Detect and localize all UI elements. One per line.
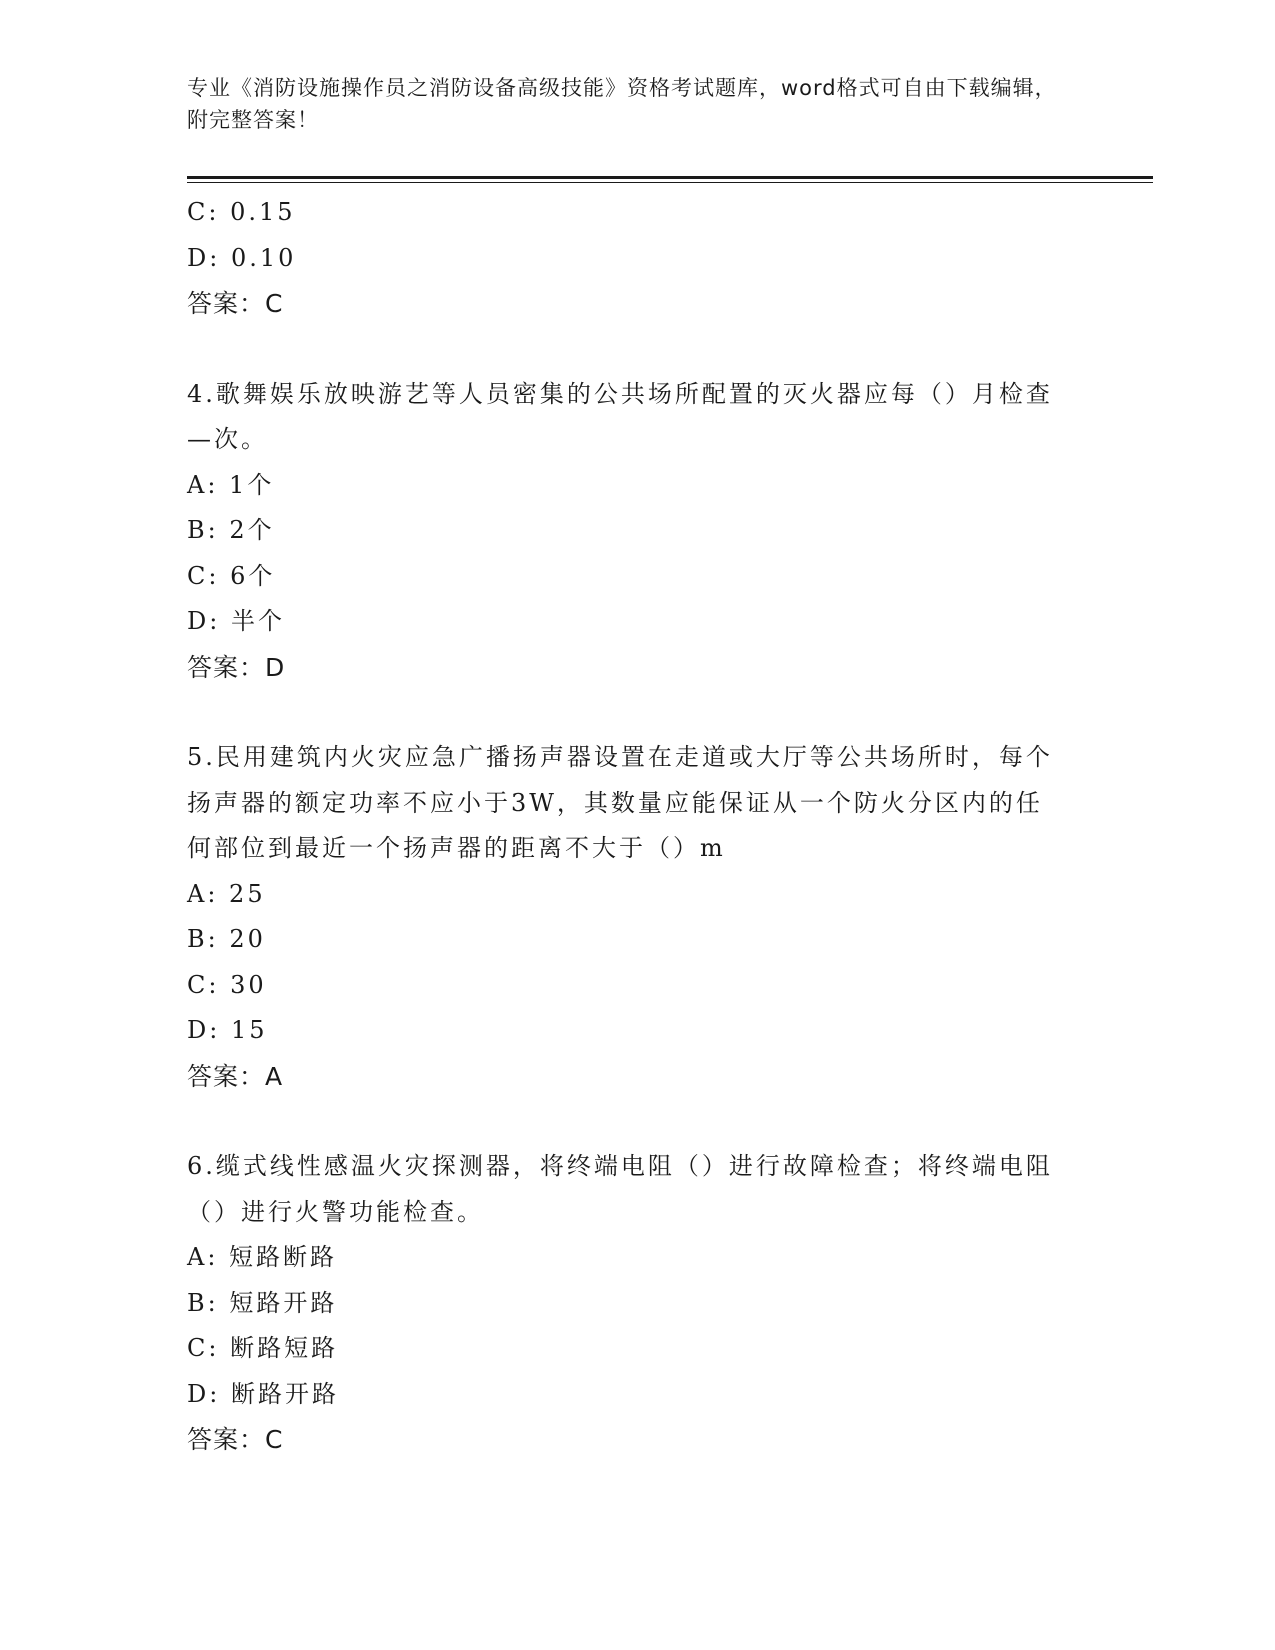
answer-line: 答案：C [187,289,284,318]
answer-line: 答案：A [187,1061,284,1091]
option-d: D: 断路开路 [187,1379,339,1408]
header-divider-thin [187,182,1153,183]
option-c: C: 断路短路 [187,1334,339,1362]
option-b: B: 短路开路 [187,1288,338,1317]
option-d: D: 半个 [187,607,285,635]
question-stem: 5.民用建筑内火灾应急广播扬声器设置在走道或大厅等公共场所时，每个扬声器的额定功率不应小于3W，其数量应能保证从一个防火分区内的任何部位到最近一个扬声器的距离不大于（）m [187,743,1053,862]
answer-line: 答案：C [187,1425,284,1454]
carryover-question [187,190,1067,327]
option-a: A: 1个 [187,470,275,499]
option-d: D: 15 [187,1016,268,1044]
option-c: C: 30 [187,970,267,999]
option-c: C: 6个 [187,561,276,590]
option-d: D: 0.10 [187,243,297,272]
header-divider-thick [187,176,1153,179]
option-c: C: 0.15 [187,198,296,226]
document-header: 专业《消防设施操作员之消防设备高级技能》资格考试题库，word格式可自由下载编辑，附完整答案！ [187,76,1057,132]
question-content [187,190,1067,1463]
question-6 [187,1144,1067,1463]
question-4 [187,372,1067,691]
option-b: B: 20 [187,925,266,953]
option-a: A: 短路断路 [187,1243,338,1271]
question-5 [187,735,1067,1099]
answer-line: 答案：D [187,652,286,682]
option-a: A: 25 [187,879,266,908]
question-stem: 4.歌舞娱乐放映游艺等人员密集的公共场所配置的灭火器应每（）月检查—次。 [187,379,1053,453]
option-b: B: 2个 [187,516,275,544]
question-stem: 6.缆式线性感温火灾探测器，将终端电阻（）进行故障检查；将终端电阻（）进行火警功能检查。 [187,1152,1053,1226]
